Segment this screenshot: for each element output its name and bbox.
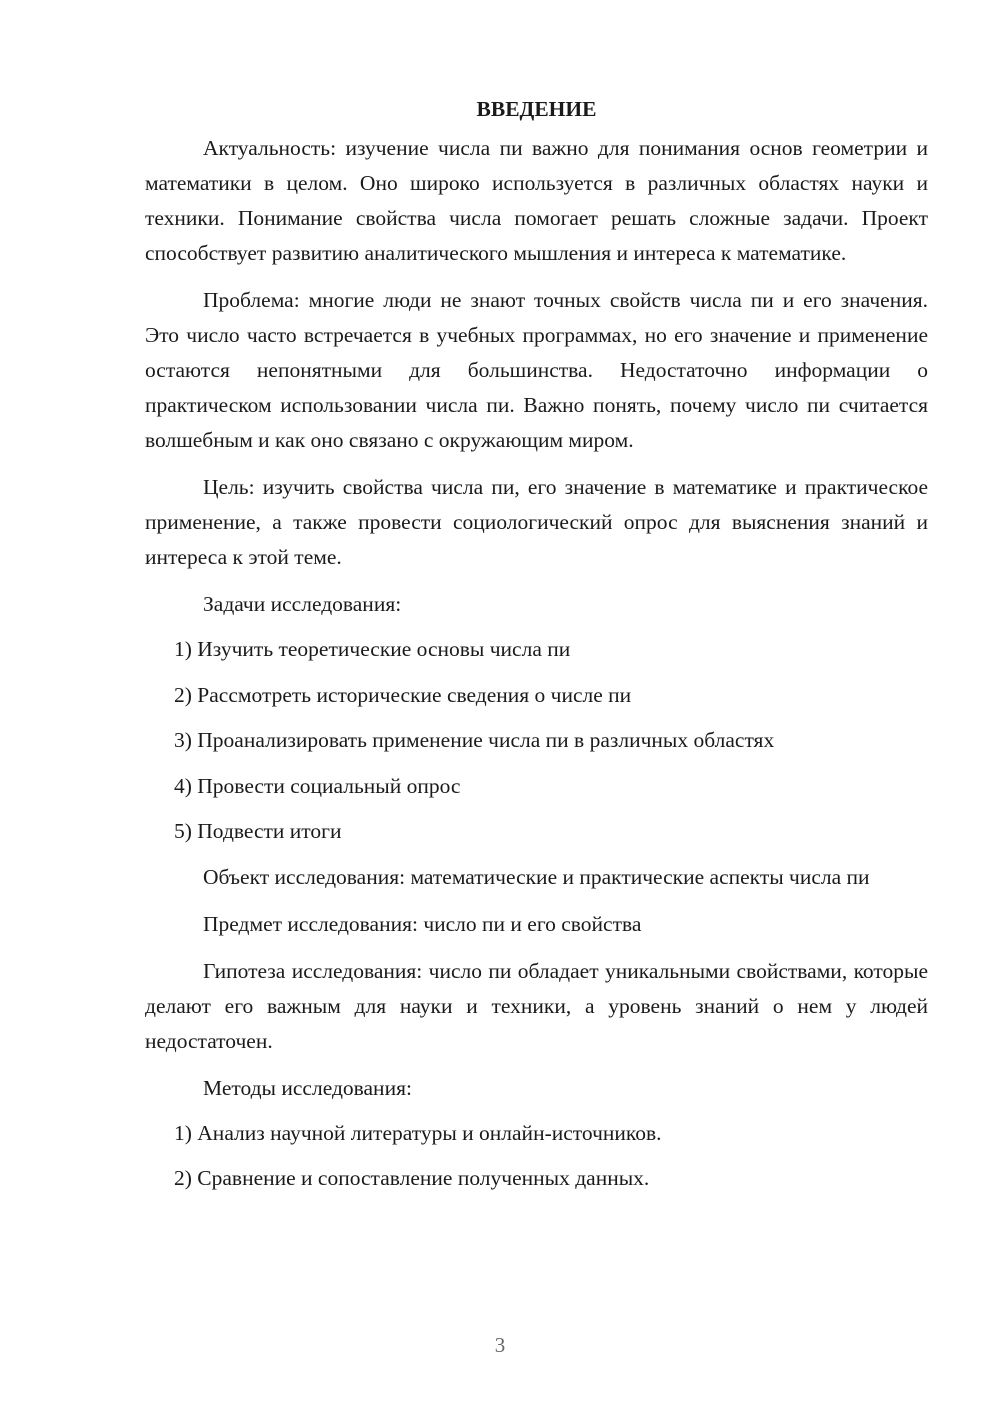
methods-list (145, 1116, 928, 1197)
list-item: 2) Сравнение и сопоставление полученных данных. (174, 1166, 650, 1190)
list-item: 2) Рассмотреть исторические сведения о числе пи (174, 682, 632, 707)
hypothesis-paragraph: Гипотеза исследования: число пи обладает уникальными свойствами, которые делают его важным для науки и техники, а уровень знаний о нем у людей недостаточен. (145, 958, 928, 1053)
object-paragraph: Объект исследования: математические и практические аспекты числа пи (203, 864, 870, 889)
list-item: 5) Подвести итоги (174, 819, 342, 843)
page-number: 3 (494, 1333, 506, 1357)
document-page (145, 92, 928, 1207)
list-item: 3) Проанализировать применение числа пи в различных областях (174, 728, 775, 752)
tasks-list (145, 632, 928, 849)
section-title: ВВЕДЕНИЕ (476, 97, 597, 121)
relevance-paragraph: Актуальность: изучение числа пи важно для понимания основ геометрии и математики в целом. Оно широко используется в различных областях науки и техники. Понимание свойства числа помогает решать сложные задачи. Проект способствует развитию аналитического мышления и интереса к математике. (145, 136, 928, 265)
list-item: 4) Провести социальный опрос (174, 773, 461, 798)
list-item: 1) Анализ научной литературы и онлайн-источников. (174, 1120, 662, 1145)
methods-heading: Методы исследования: (203, 1075, 412, 1100)
problem-paragraph: Проблема: многие люди не знают точных свойств числа пи и его значения. Это число часто встречается в учебных программах, но его значение и применение остаются непонятными для большинства. Недостаточно информации о практическом использовании числа пи. Важно понять, почему число пи считается волшебным и как оно связано с окружающим миром. (145, 288, 928, 452)
subject-paragraph: Предмет исследования: число пи и его свойства (203, 911, 642, 936)
list-item: 1) Изучить теоретические основы числа пи (174, 637, 571, 661)
tasks-heading: Задачи исследования: (203, 592, 402, 616)
goal-paragraph: Цель: изучить свойства числа пи, его значение в математике и практическое применение, а также провести социологический опрос для выяснения знаний и интереса к этой теме. (145, 475, 928, 569)
